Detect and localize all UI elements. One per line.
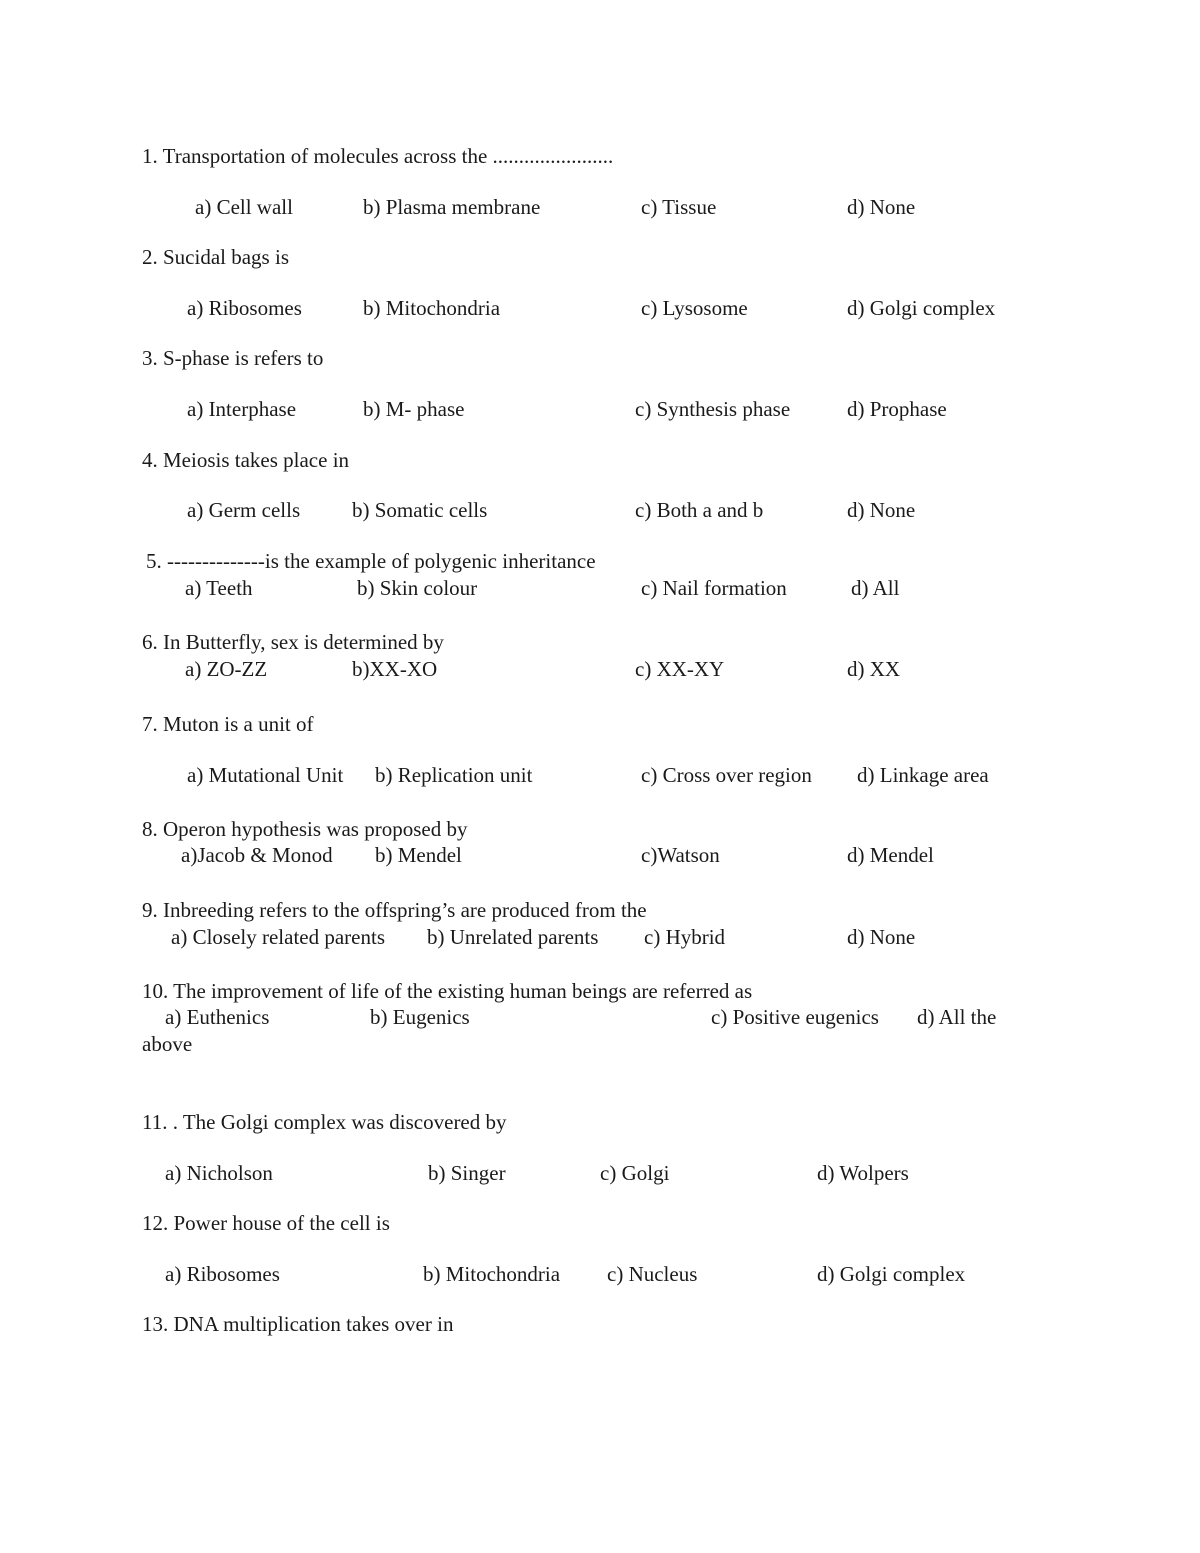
- question-8-option-a: a)Jacob & Monod: [181, 843, 333, 867]
- question-9-option-b: b) Unrelated parents: [427, 925, 599, 949]
- question-6-option-a: a) ZO-ZZ: [185, 657, 268, 681]
- question-10-option-a: a) Euthenics: [165, 1005, 270, 1029]
- question-10-option-c: c) Positive eugenics: [711, 1005, 879, 1029]
- question-7-text: 7. Muton is a unit of: [142, 712, 314, 736]
- question-2-option-b: b) Mitochondria: [363, 296, 501, 320]
- question-4-option-c: c) Both a and b: [635, 498, 764, 522]
- question-12-text: 12. Power house of the cell is: [142, 1211, 390, 1235]
- question-8-option-b: b) Mendel: [375, 843, 462, 867]
- question-11-text: 11. . The Golgi complex was discovered by: [142, 1110, 507, 1134]
- question-5-option-a: a) Teeth: [185, 576, 253, 600]
- question-9-option-c: c) Hybrid: [644, 925, 726, 949]
- question-2-text: 2. Sucidal bags is: [142, 245, 289, 269]
- question-7-option-a: a) Mutational Unit: [187, 763, 344, 787]
- question-1-option-b: b) Plasma membrane: [363, 195, 541, 219]
- question-6-option-d: d) XX: [847, 657, 901, 681]
- question-1-option-c: c) Tissue: [641, 195, 717, 219]
- question-8-option-d: d) Mendel: [847, 843, 934, 867]
- question-6-option-b: b)XX-XO: [352, 657, 438, 681]
- question-13-text: 13. DNA multiplication takes over in: [142, 1312, 454, 1336]
- question-11-option-c: c) Golgi: [600, 1161, 670, 1185]
- question-2-option-c: c) Lysosome: [641, 296, 748, 320]
- question-5-option-c: c) Nail formation: [641, 576, 787, 600]
- question-4-option-a: a) Germ cells: [187, 498, 301, 522]
- question-12-option-c: c) Nucleus: [607, 1262, 698, 1286]
- question-11-option-a: a) Nicholson: [165, 1161, 273, 1185]
- question-5-text: 5. --------------is the example of polygenic inheritance: [146, 549, 596, 573]
- question-3-option-b: b) M- phase: [363, 397, 465, 421]
- question-12-option-d: d) Golgi complex: [817, 1262, 966, 1286]
- question-7-option-c: c) Cross over region: [641, 763, 812, 787]
- question-4-text: 4. Meiosis takes place in: [142, 448, 350, 472]
- question-1-option-a: a) Cell wall: [195, 195, 293, 219]
- question-5-option-b: b) Skin colour: [357, 576, 478, 600]
- question-12-option-a: a) Ribosomes: [165, 1262, 280, 1286]
- question-9-text: 9. Inbreeding refers to the offspring’s are produced from the: [142, 898, 647, 922]
- question-3-option-c: c) Synthesis phase: [635, 397, 791, 421]
- question-6-text: 6. In Butterfly, sex is determined by: [142, 630, 444, 654]
- question-3-option-a: a) Interphase: [187, 397, 297, 421]
- question-6-option-c: c) XX-XY: [635, 657, 725, 681]
- question-8-text: 8. Operon hypothesis was proposed by: [142, 817, 468, 841]
- question-12-option-b: b) Mitochondria: [423, 1262, 561, 1286]
- question-4-option-d: d) None: [847, 498, 916, 522]
- question-10-option-b: b) Eugenics: [370, 1005, 470, 1029]
- question-2-option-a: a) Ribosomes: [187, 296, 302, 320]
- question-2-option-d: d) Golgi complex: [847, 296, 996, 320]
- question-1-text: 1. Transportation of molecules across the .......................: [142, 144, 614, 168]
- question-1-option-d: d) None: [847, 195, 916, 219]
- question-4-option-b: b) Somatic cells: [352, 498, 488, 522]
- question-8-option-c: c)Watson: [641, 843, 720, 867]
- question-7-option-b: b) Replication unit: [375, 763, 533, 787]
- question-10-continuation: above: [142, 1032, 193, 1056]
- question-7-option-d: d) Linkage area: [857, 763, 989, 787]
- question-5-option-d: d) All: [851, 576, 900, 600]
- question-9-option-d: d) None: [847, 925, 916, 949]
- question-3-text: 3. S-phase is refers to: [142, 346, 324, 370]
- question-10-text: 10. The improvement of life of the existing human beings are referred as: [142, 979, 753, 1003]
- question-11-option-b: b) Singer: [428, 1161, 506, 1185]
- question-9-option-a: a) Closely related parents: [171, 925, 385, 949]
- question-11-option-d: d) Wolpers: [817, 1161, 909, 1185]
- question-3-option-d: d) Prophase: [847, 397, 947, 421]
- question-10-option-d: d) All the: [917, 1005, 997, 1029]
